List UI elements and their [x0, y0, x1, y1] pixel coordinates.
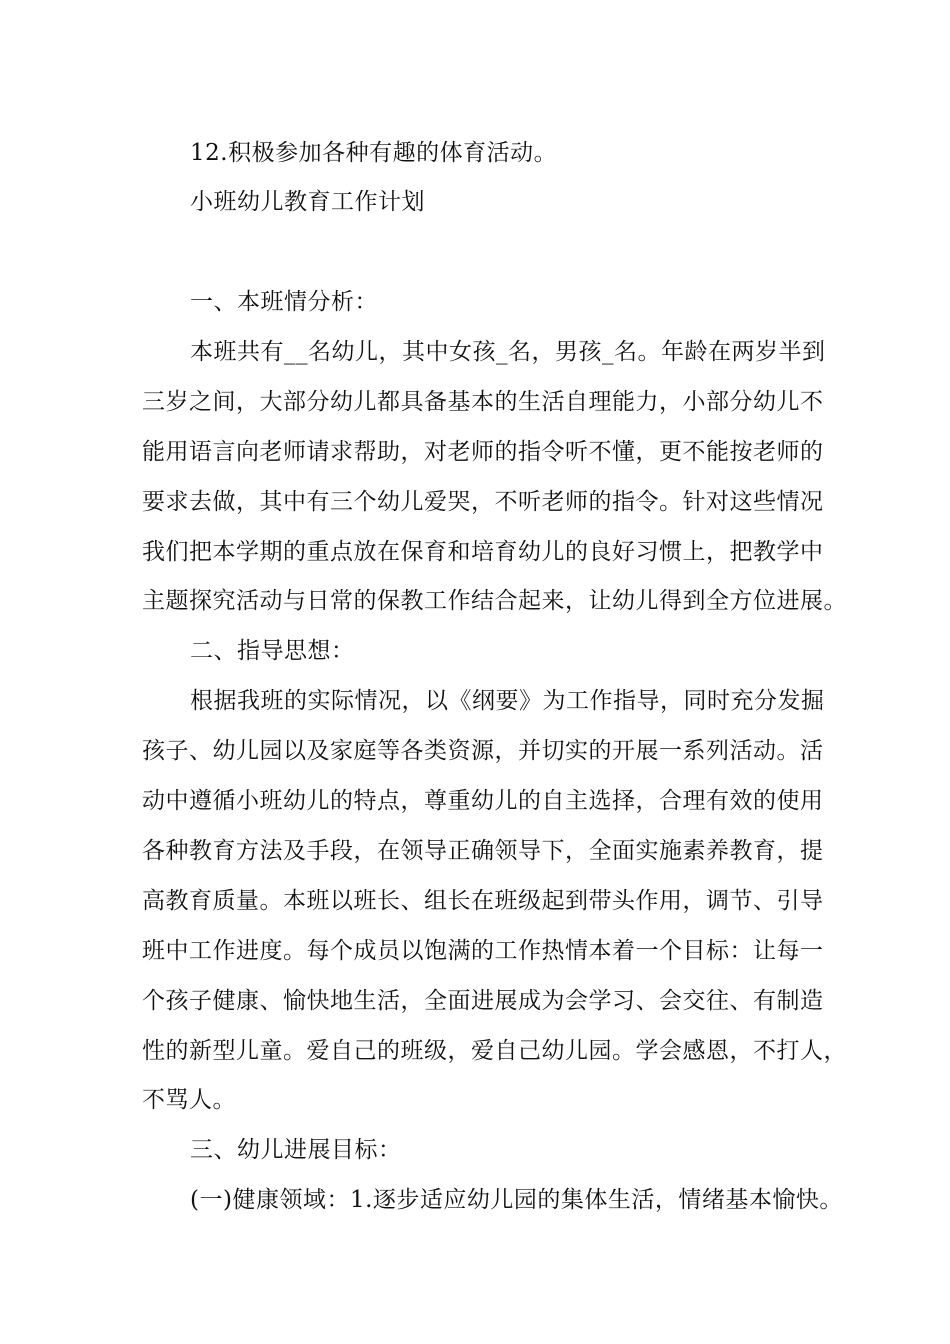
section-2-heading: 二、指导思想： [190, 638, 355, 664]
section-1-paragraph-line: 三岁之间，大部分幼儿都具备基本的生活自理能力，小部分幼儿不 [142, 389, 824, 415]
section-2-paragraph-line: 性的新型儿童。爱自己的班级，爱自己幼儿园。学会感恩，不打人， [142, 1038, 847, 1064]
section-1-paragraph-line: 本班共有__名幼儿，其中女孩_名，男孩_名。年龄在两岁半到 [190, 339, 826, 365]
section-1-paragraph-line: 要求去做，其中有三个幼儿爱哭，不听老师的指令。针对这些情况 [142, 489, 824, 515]
section-3-heading: 三、幼儿进展目标： [190, 1137, 402, 1163]
section-2-paragraph-line: 动中遵循小班幼儿的特点，尊重幼儿的自主选择，合理有效的使用 [142, 788, 824, 814]
section-2-paragraph-line: 班中工作进度。每个成员以饱满的工作热情本着一个目标：让每一 [142, 938, 824, 964]
section-1-heading: 一、本班情分析： [190, 289, 378, 315]
section-1-paragraph-line: 能用语言向老师请求帮助，对老师的指令听不懂，更不能按老师的 [142, 439, 824, 465]
document-title: 小班幼儿教育工作计划 [190, 189, 425, 215]
section-1-paragraph-line: 主题探究活动与日常的保教工作结合起来，让幼儿得到全方位进展。 [142, 588, 847, 614]
section-2-paragraph-line: 孩子、幼儿园以及家庭等各类资源，并切实的开展一系列活动。活 [142, 738, 824, 764]
section-2-paragraph-line: 根据我班的实际情况，以《纲要》为工作指导，同时充分发掘 [190, 688, 825, 714]
section-2-paragraph-line: 个孩子健康、愉快地生活，全面进展成为会学习、会交往、有制造 [142, 988, 824, 1014]
section-1-paragraph-line: 我们把本学期的重点放在保育和培育幼儿的良好习惯上，把教学中 [142, 539, 824, 565]
section-2-paragraph-line: 不骂人。 [142, 1087, 236, 1113]
section-2-paragraph-line: 各种教育方法及手段，在领导正确领导下，全面实施素养教育，提 [142, 838, 824, 864]
list-item-12: 12.积极参加各种有趣的体育活动。 [190, 140, 558, 166]
section-3-item-1: (一)健康领域：1.逐步适应幼儿园的集体生活，情绪基本愉快。 [190, 1187, 843, 1213]
section-2-paragraph-line: 高教育质量。本班以班长、组长在班级起到带头作用，调节、引导 [142, 888, 824, 914]
